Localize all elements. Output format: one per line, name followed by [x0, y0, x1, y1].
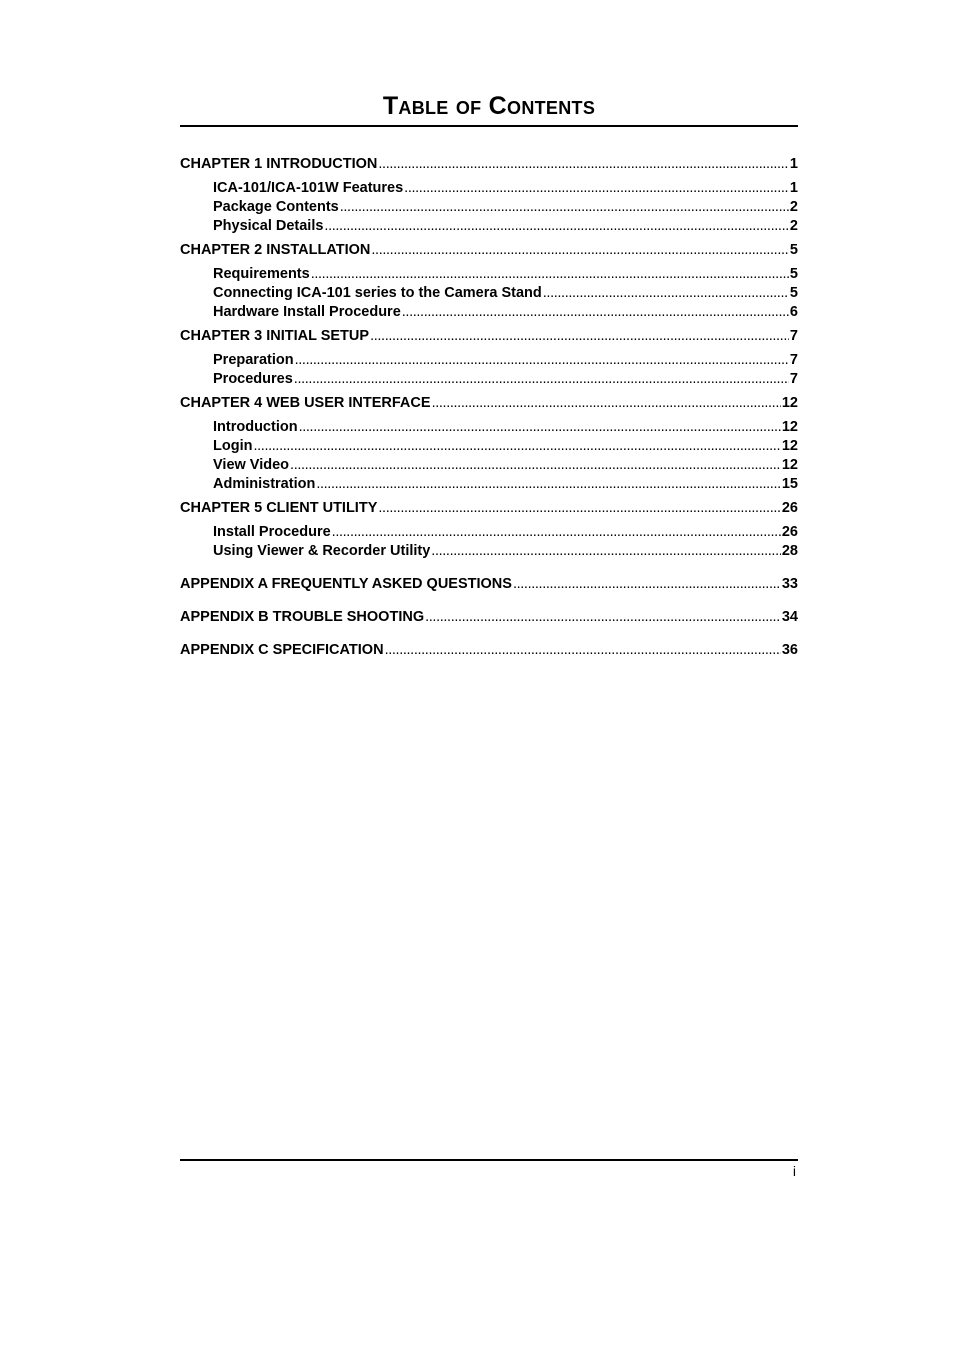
toc-entry-page: 15 [781, 476, 798, 492]
page-number: i [792, 1163, 796, 1179]
toc-entry-label: Install Procedure [213, 524, 331, 540]
dot-leader [332, 523, 781, 542]
dot-leader [402, 303, 789, 322]
toc-spacer [180, 594, 798, 608]
toc-spacer [180, 561, 798, 575]
toc-entry-label: Requirements [213, 266, 310, 282]
toc-section-entry[interactable] [180, 456, 798, 475]
toc-entry-page: 5 [789, 266, 798, 282]
toc-section-entry[interactable] [180, 303, 798, 322]
toc-section-entry[interactable] [180, 418, 798, 437]
toc-chapter-entry[interactable] [180, 327, 798, 346]
toc-section-entry[interactable] [180, 523, 798, 542]
dot-leader [378, 499, 780, 518]
toc-entry-page: 12 [781, 419, 798, 435]
toc-entry-page: 28 [781, 543, 798, 559]
toc-entry-label: Preparation [213, 352, 294, 368]
page-title: Table of Contents [382, 92, 596, 120]
toc-section-entry[interactable] [180, 370, 798, 389]
toc-entry-label: Introduction [213, 419, 298, 435]
toc-chapter-entry[interactable] [180, 155, 798, 174]
toc-entry-label: Physical Details [213, 218, 324, 234]
toc-entry-page: 12 [781, 438, 798, 454]
toc-section-entry[interactable] [180, 351, 798, 370]
dot-leader [431, 542, 781, 561]
toc-section-entry[interactable] [180, 179, 798, 198]
toc-section-entry[interactable] [180, 198, 798, 217]
dot-leader [371, 241, 789, 260]
table-of-contents [180, 155, 798, 660]
toc-entry-label: Using Viewer & Recorder Utility [213, 543, 431, 559]
dot-leader [316, 475, 781, 494]
dot-leader [299, 418, 781, 437]
toc-entry-label: CHAPTER 3 INITIAL SETUP [180, 328, 370, 344]
dot-leader [378, 155, 789, 174]
toc-entry-label: Package Contents [213, 199, 339, 215]
toc-entry-page: 26 [781, 500, 798, 516]
dot-leader [290, 456, 781, 475]
dot-leader [295, 351, 789, 370]
toc-section-entry[interactable] [180, 475, 798, 494]
toc-entry-label: CHAPTER 1 INTRODUCTION [180, 156, 378, 172]
dot-leader [324, 217, 789, 236]
dot-leader [385, 641, 781, 660]
toc-entry-label: APPENDIX C SPECIFICATION [180, 642, 384, 658]
toc-entry-page: 1 [789, 156, 798, 172]
toc-chapter-entry[interactable] [180, 241, 798, 260]
toc-chapter-entry[interactable] [180, 575, 798, 594]
toc-entry-label: ICA-101/ICA-101W Features [213, 180, 404, 196]
dot-leader [425, 608, 781, 627]
toc-chapter-entry[interactable] [180, 608, 798, 627]
dot-leader [513, 575, 781, 594]
toc-section-entry[interactable] [180, 542, 798, 561]
toc-entry-label: Hardware Install Procedure [213, 304, 401, 320]
toc-entry-label: APPENDIX B TROUBLE SHOOTING [180, 609, 425, 625]
toc-entry-page: 1 [789, 180, 798, 196]
toc-section-entry[interactable] [180, 217, 798, 236]
dot-leader [404, 179, 789, 198]
dot-leader [432, 394, 781, 413]
toc-entry-label: APPENDIX A FREQUENTLY ASKED QUESTIONS [180, 576, 512, 592]
toc-entry-label: CHAPTER 5 CLIENT UTILITY [180, 500, 378, 516]
toc-entry-page: 2 [789, 218, 798, 234]
dot-leader [370, 327, 789, 346]
title-divider [180, 125, 798, 127]
dot-leader [253, 437, 780, 456]
toc-entry-label: Connecting ICA-101 series to the Camera Stand [213, 285, 542, 301]
toc-entry-label: Administration [213, 476, 316, 492]
toc-chapter-entry[interactable] [180, 641, 798, 660]
toc-entry-page: 5 [789, 242, 798, 258]
dot-leader [294, 370, 789, 389]
footer-divider [180, 1159, 798, 1161]
toc-entry-page: 7 [789, 328, 798, 344]
toc-chapter-entry[interactable] [180, 394, 798, 413]
toc-section-entry[interactable] [180, 265, 798, 284]
toc-spacer [180, 627, 798, 641]
toc-entry-page: 33 [781, 576, 798, 592]
toc-entry-page: 5 [789, 285, 798, 301]
toc-section-entry[interactable] [180, 284, 798, 303]
toc-entry-page: 6 [789, 304, 798, 320]
toc-entry-page: 36 [781, 642, 798, 658]
toc-entry-page: 2 [789, 199, 798, 215]
dot-leader [311, 265, 789, 284]
toc-entry-label: Procedures [213, 371, 293, 387]
toc-entry-page: 12 [781, 395, 798, 411]
document-page [180, 0, 798, 1349]
toc-entry-page: 7 [789, 371, 798, 387]
toc-entry-label: Login [213, 438, 253, 454]
toc-section-entry[interactable] [180, 437, 798, 456]
toc-entry-page: 7 [789, 352, 798, 368]
toc-entry-page: 12 [781, 457, 798, 473]
dot-leader [340, 198, 789, 217]
toc-entry-page: 34 [781, 609, 798, 625]
toc-entry-label: CHAPTER 4 WEB USER INTERFACE [180, 395, 431, 411]
toc-entry-page: 26 [781, 524, 798, 540]
toc-chapter-entry[interactable] [180, 499, 798, 518]
toc-entry-label: CHAPTER 2 INSTALLATION [180, 242, 371, 258]
toc-entry-label: View Video [213, 457, 290, 473]
dot-leader [543, 284, 789, 303]
